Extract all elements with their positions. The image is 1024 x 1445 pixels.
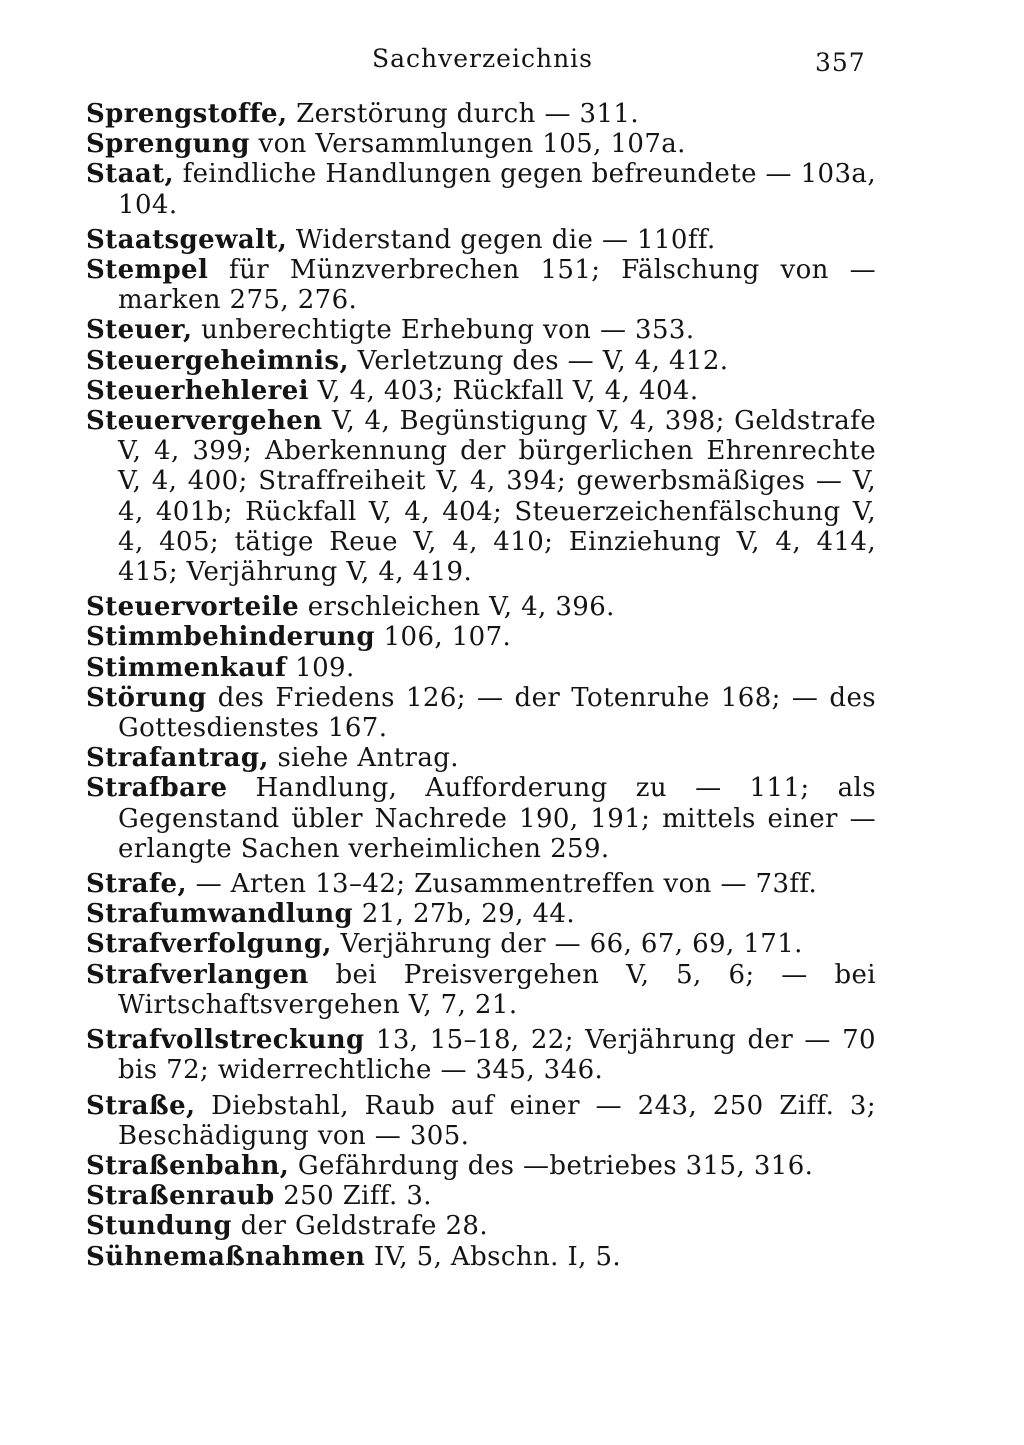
index-entry bbox=[86, 346, 876, 376]
entry-text: bei Preisvergehen V, 5, 6; — bei Wirtschaftsvergehen V, 7, 21. bbox=[118, 959, 876, 1020]
entry-text: Gefährdung des —betriebes 315, 316. bbox=[289, 1150, 814, 1181]
index-entry bbox=[86, 1025, 876, 1085]
entry-text: 13, 15–18, 22; Verjährung der — 70 bis 72; widerrechtliche — 345, 346. bbox=[118, 1025, 876, 1086]
entry-term: Sühnemaßnahmen bbox=[86, 1241, 366, 1272]
index-entry bbox=[86, 406, 876, 587]
entry-text: von Versammlungen 105, 107a. bbox=[249, 129, 686, 160]
index-entry bbox=[86, 255, 876, 315]
entry-term: Stundung bbox=[86, 1211, 232, 1242]
entry-term: Strafvollstreckung bbox=[86, 1025, 365, 1056]
index-entry bbox=[86, 929, 876, 959]
entry-text: unberechtigte Erhebung von — 353. bbox=[192, 315, 695, 346]
index-entry bbox=[86, 653, 876, 683]
entry-term: Staatsgewalt, bbox=[86, 224, 288, 255]
entry-text: 109. bbox=[286, 652, 355, 683]
entry-term: Strafverfolgung, bbox=[86, 929, 332, 960]
entry-text: 106, 107. bbox=[374, 622, 512, 653]
entry-text: siehe Antrag. bbox=[268, 743, 459, 774]
entry-term: Strafumwandlung bbox=[86, 899, 354, 930]
entry-text: V, 4, 403; Rückfall V, 4, 404. bbox=[308, 375, 699, 406]
entry-text: Verjährung der — 66, 67, 69, 171. bbox=[331, 929, 803, 960]
entry-term: Steuervergehen bbox=[86, 406, 323, 437]
index-entry bbox=[86, 773, 876, 864]
index-entry bbox=[86, 159, 876, 219]
entry-text: für Münzverbrechen 151; Fälschung von —marken 275, 276. bbox=[118, 255, 876, 316]
index-entry bbox=[86, 899, 876, 929]
entry-term: Steuervorteile bbox=[86, 592, 300, 623]
entry-term: Strafe, bbox=[86, 869, 187, 900]
subject-index bbox=[86, 99, 876, 1272]
page-header bbox=[0, 44, 1024, 84]
index-entry bbox=[86, 1181, 876, 1211]
running-title: Sachverzeichnis bbox=[372, 44, 593, 73]
entry-term: Strafantrag, bbox=[86, 743, 269, 774]
entry-text: Widerstand gegen die — 110ff. bbox=[287, 224, 716, 255]
index-entry bbox=[86, 622, 876, 652]
entry-text: 250 Ziff. 3. bbox=[274, 1181, 432, 1212]
entry-term: Steuergeheimnis, bbox=[86, 345, 349, 376]
index-entry bbox=[86, 315, 876, 345]
entry-term: Steuer, bbox=[86, 315, 193, 346]
entry-text: — Arten 13–42; Zusammentreffen von — 73ff. bbox=[186, 869, 818, 900]
entry-text: V, 4, Begünstigung V, 4, 398; Geldstrafe V, 4, 399; Aberkennung der bürgerlichen Ehrenrechte V, 4, 400; Straffreiheit V, 4, 394; gewerbsmäßiges — V, 4, 401b; Rückfall V, 4, 404; Steuerzeichenfälschung V, 4, 405; tätige Reue V, 4, 410; Einziehung V, 4, 414, 415; Verjährung V, 4, 419. bbox=[118, 406, 876, 588]
index-entry bbox=[86, 1211, 876, 1241]
page-number: 357 bbox=[815, 48, 866, 77]
index-entry bbox=[86, 1151, 876, 1181]
entry-term: Strafverlangen bbox=[86, 959, 309, 990]
index-entry bbox=[86, 683, 876, 743]
entry-term: Straßenbahn, bbox=[86, 1150, 290, 1181]
entry-text: feindliche Handlungen gegen befreundete — 103a, 104. bbox=[118, 159, 876, 220]
entry-term: Strafbare bbox=[86, 773, 228, 804]
index-entry bbox=[86, 1242, 876, 1272]
index-entry bbox=[86, 129, 876, 159]
entry-text: Handlung, Aufforderung zu — 111; als Gegenstand übler Nachrede 190, 191; mittels einer — erlangte Sachen verheimlichen 259. bbox=[118, 773, 876, 864]
entry-term: Stempel bbox=[86, 255, 209, 286]
entry-term: Straße, bbox=[86, 1090, 196, 1121]
entry-term: Straßenraub bbox=[86, 1181, 275, 1212]
entry-text: der Geldstrafe 28. bbox=[231, 1211, 489, 1242]
index-entry bbox=[86, 225, 876, 255]
entry-term: Sprengung bbox=[86, 129, 250, 160]
entry-text: erschleichen V, 4, 396. bbox=[299, 592, 615, 623]
entry-text: IV, 5, Abschn. I, 5. bbox=[365, 1241, 622, 1272]
entry-term: Störung bbox=[86, 682, 207, 713]
entry-text: Diebstahl, Raub auf einer — 243, 250 Ziff. 3; Beschädigung von — 305. bbox=[118, 1090, 876, 1151]
index-entry bbox=[86, 869, 876, 899]
entry-term: Steuerhehlerei bbox=[86, 375, 309, 406]
entry-term: Stimmenkauf bbox=[86, 652, 287, 683]
entry-term: Staat, bbox=[86, 159, 174, 190]
entry-text: 21, 27b, 29, 44. bbox=[353, 899, 576, 930]
index-entry bbox=[86, 376, 876, 406]
index-entry bbox=[86, 99, 876, 129]
index-entry bbox=[86, 960, 876, 1020]
entry-text: des Friedens 126; — der Totenruhe 168; — des Gottesdienstes 167. bbox=[118, 682, 876, 744]
index-entry bbox=[86, 743, 876, 773]
index-entry bbox=[86, 1091, 876, 1151]
index-entry bbox=[86, 592, 876, 622]
entry-text: Verletzung des — V, 4, 412. bbox=[348, 345, 729, 376]
entry-text: Zerstörung durch — 311. bbox=[287, 99, 639, 129]
entry-term: Stimmbehinderung bbox=[86, 622, 375, 653]
entry-term: Sprengstoffe, bbox=[86, 99, 288, 129]
